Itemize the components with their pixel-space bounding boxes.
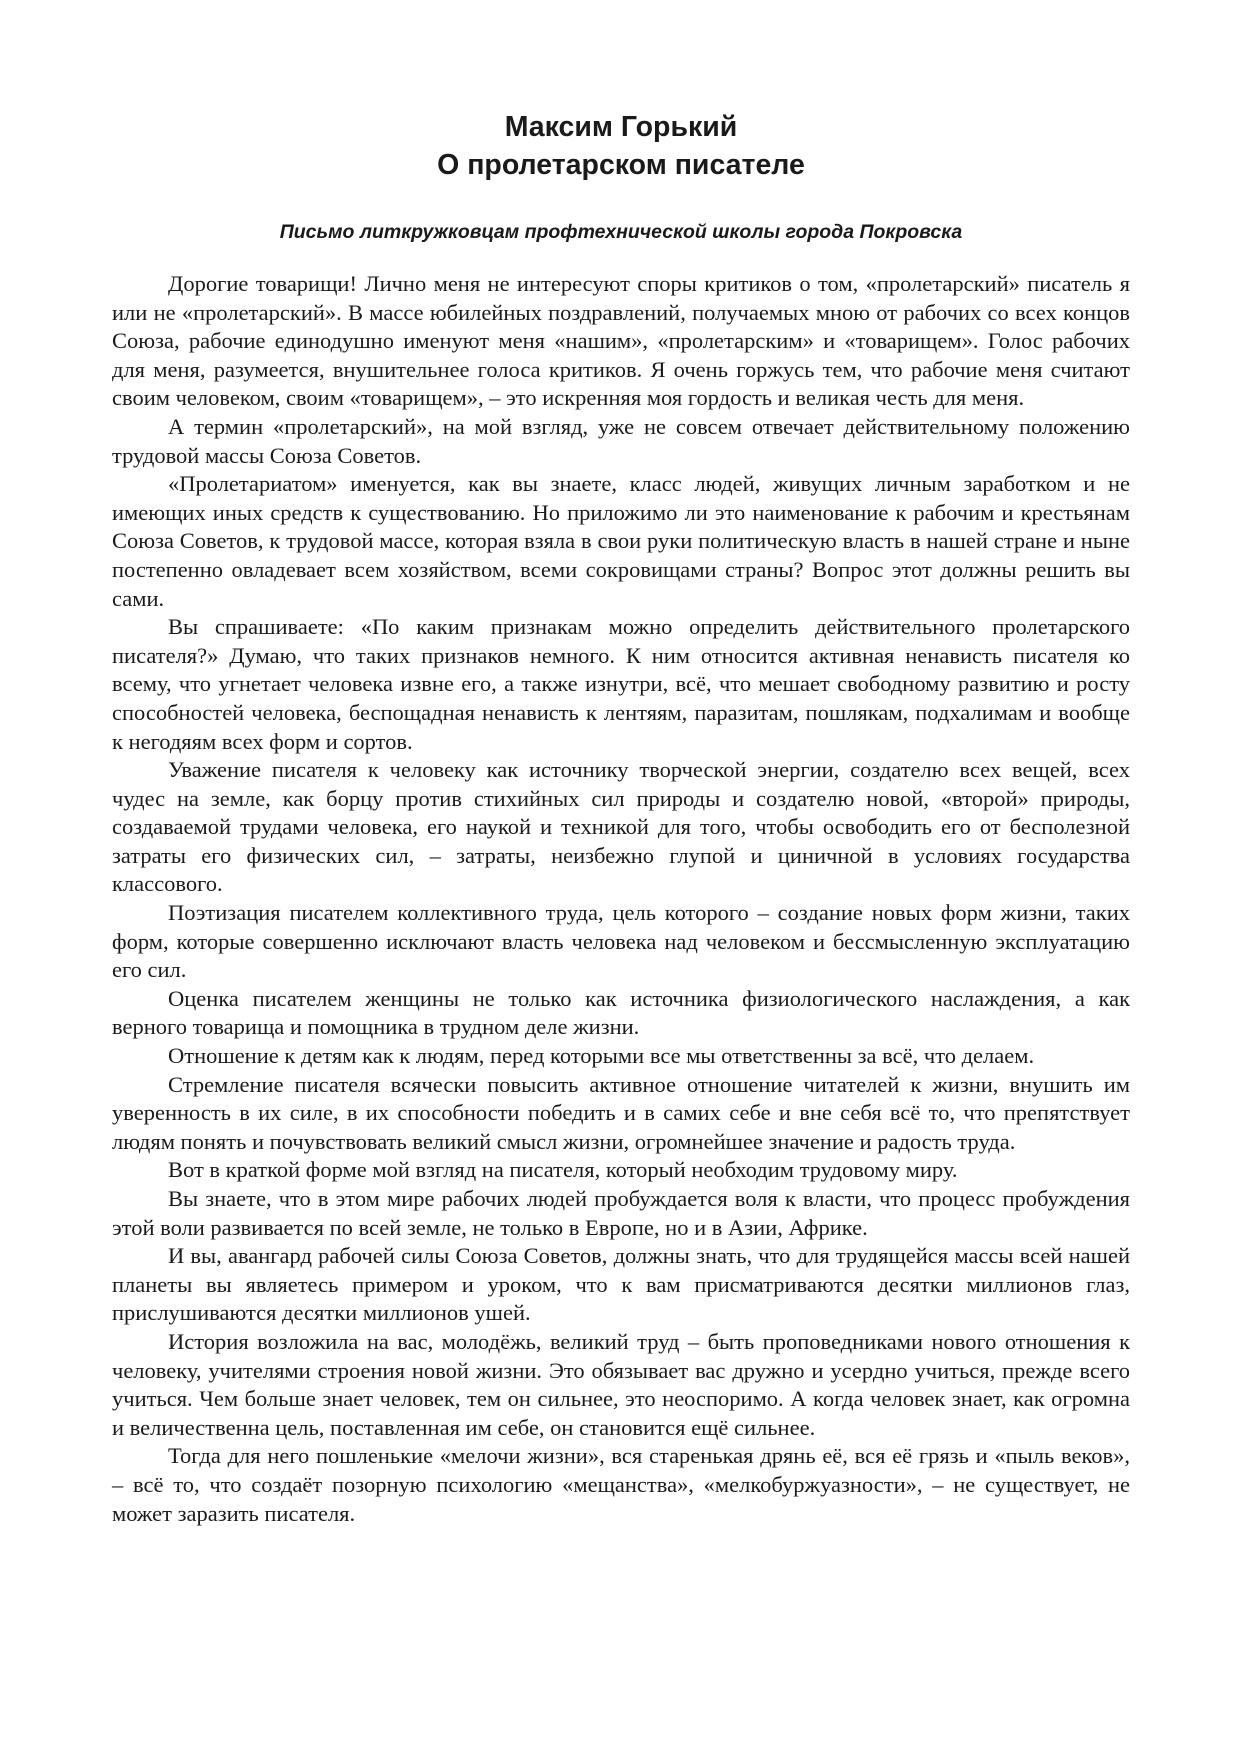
paragraph-10: Вот в краткой форме мой взгляд на писателя, который необходим трудовому миру. <box>168 1157 958 1183</box>
document-page <box>112 108 1130 1528</box>
document-title: О пролетарском писателе <box>437 149 805 181</box>
document-body <box>112 270 1130 1528</box>
paragraph-3: «Пролетариатом» именуется, как вы знаете, класс людей, живущих личным заработком и не имеющих иных средств к существованию. Но приложимо ли это наименование к рабочим и крестьянам Союза Советов, к трудовой массе, которая взяла в свои руки политическую власть в нашей стране и ныне постепенно овладевает всем хозяйством, всеми сокровищами страны? Вопрос этот должны решить вы сами. <box>112 471 1130 611</box>
paragraph-6: Поэтизация писателем коллективного труда, цель которого – создание новых форм жизни, таких форм, которые совершенно исключают власть человека над человеком и бессмысленную эксплуатацию его сил. <box>112 900 1130 983</box>
paragraph-12: И вы, авангард рабочей силы Союза Советов, должны знать, что для трудящейся массы всей нашей планеты вы являетесь примером и уроком, что к вам присматриваются десятки миллионов глаз, прислушиваются десятки миллионов ушей. <box>112 1243 1130 1326</box>
paragraph-11: Вы знаете, что в этом мире рабочих людей пробуждается воля к власти, что процесс пробуждения этой воли развивается по всей земле, не только в Европе, но и в Азии, Африке. <box>112 1186 1130 1240</box>
paragraph-13: История возложила на вас, молодёжь, великий труд – быть проповедниками нового отношения к человеку, учителями строения новой жизни. Это обязывает вас дружно и усердно учиться, прежде всего учиться. Чем больше знает человек, тем он сильнее, это неоспоримо. А когда человек знает, как огромна и величественна цель, поставленная им себе, он становится ещё сильнее. <box>112 1328 1130 1440</box>
document-subtitle: Письмо литкружковцам профтехнической школы города Покровска <box>279 221 963 243</box>
paragraph-5: Уважение писателя к человеку как источнику творческой энергии, создателю всех вещей, всех чудес на земле, как борцу против стихийных сил природы и создателю новой, «второй» природы, создаваемой трудами человека, его наукой и техникой для того, чтобы освободить его от бесполезной затраты его физических сил, – затраты, неизбежно глупой и циничной в условиях государства классового. <box>112 757 1130 897</box>
paragraph-2: А термин «пролетарский», на мой взгляд, уже не совсем отвечает действительному положению трудовой массы Союза Советов. <box>112 413 1130 468</box>
paragraph-9: Стремление писателя всячески повысить активное отношение читателей к жизни, внушить им уверенность в их силе, в их способности победить и в самих себе и вне себя всё то, что препятствует людям понять и почувствовать великий смысл жизни, огромнейшее значение и радость труда. <box>112 1071 1130 1154</box>
paragraph-8: Отношение к детям как к людям, перед которыми все мы ответственны за всё, что делаем. <box>168 1043 1035 1069</box>
paragraph-14: Тогда для него пошленькие «мелочи жизни», вся старенькая дрянь её, вся её грязь и «пыль веков», – всё то, что создаёт позорную психологию «мещанства», «мелкобуржуазности», – не существует, не может заразить писателя. <box>112 1443 1130 1526</box>
paragraph-4: Вы спрашиваете: «По каким признакам можно определить действительного пролетарского писателя?» Думаю, что таких признаков немного. К ним относится активная ненависть писателя ко всему, что угнетает человека извне его, а также изнутри, всё, что мешает свободному развитию и росту способностей человека, беспощадная ненависть к лентяям, паразитам, пошлякам, подхалимам и вообще к негодяям всех форм и сортов. <box>112 614 1130 754</box>
paragraph-1: Дорогие товарищи! Лично меня не интересуют споры критиков о том, «пролетарский» писатель я или не «пролетарский». В массе юбилейных поздравлений, получаемых мною от рабочих со всех концов Союза, рабочие единодушно именуют меня «нашим», «пролетарским» и «товарищем». Голос рабочих для меня, разумеется, внушительнее голоса критиков. Я очень горжусь тем, что рабочие меня считают своим человеком, своим «товарищем», – это искренняя моя гордость и великая честь для меня. <box>112 271 1130 411</box>
paragraph-7: Оценка писателем женщины не только как источника физиологического наслаждения, а как верного товарища и помощника в трудном деле жизни. <box>112 985 1130 1040</box>
author-name: Максим Горький <box>504 111 738 143</box>
